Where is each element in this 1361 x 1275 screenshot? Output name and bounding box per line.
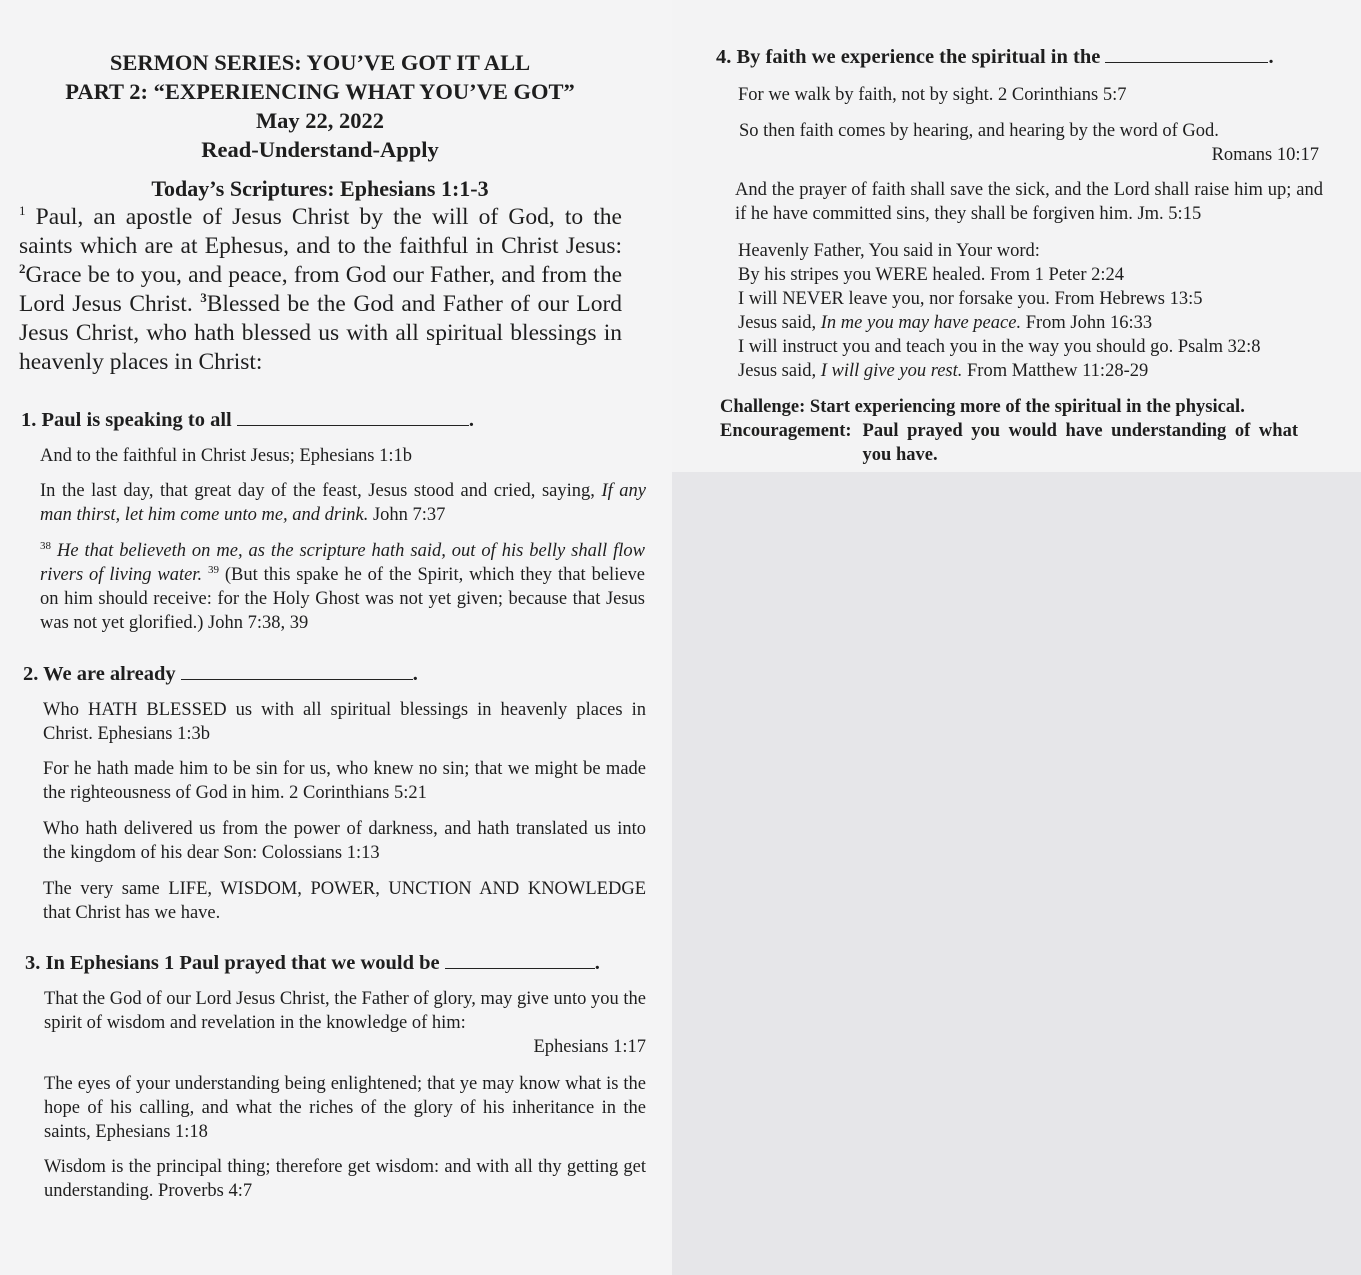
point-1-verse-3 — [40, 539, 645, 635]
challenge-line: Challenge: Start experiencing more of the spiritual in the physical. — [720, 397, 1245, 417]
closing-block — [720, 395, 1298, 467]
fill-in-blank — [237, 407, 469, 426]
verse-reference: John 7:37 — [372, 505, 446, 525]
point-2-label: 2. We are already — [23, 663, 176, 685]
scripture-passage — [19, 203, 622, 377]
verse-number: 38 — [40, 540, 51, 552]
verse-3: Blessed be the God and Father of our Lord Jesus Christ, who hath blessed us with all spiritual blessings in heavenly places in Christ: — [19, 291, 623, 375]
point-3-label: 3. In Ephesians 1 Paul prayed that we would be — [25, 952, 440, 974]
verse-text: So then faith comes by hearing, and hearing by the word of God. — [739, 121, 1219, 141]
prayer-quote: In me you may have peace. — [820, 313, 1022, 333]
prayer-line: By his stripes you WERE healed. From 1 Peter 2:24 — [738, 265, 1125, 285]
verse-reference: Romans 10:17 — [1211, 145, 1319, 165]
prayer-text: Jesus said, — [738, 361, 817, 381]
verse-2: Grace be to you, and peace, from God our Father, and from the Lord Jesus Christ. — [19, 262, 622, 317]
verse-text: In the last day, that great day of the feast, Jesus stood and cried, saying, — [40, 481, 595, 501]
prayer-quote: I will give you rest. — [820, 361, 963, 381]
verse-1: Paul, an apostle of Jesus Christ by the will of God, to the saints which are at Ephesus, and to the faithful in Christ Jesus: — [19, 204, 622, 259]
encouragement-label: Encouragement: — [720, 421, 852, 441]
point-2-verse-4: The very same LIFE, WISDOM, POWER, UNCTION AND KNOWLEDGE that Christ has we have. — [43, 879, 646, 923]
prayer-block — [738, 239, 1338, 383]
verse-reference: Ephesians 1:17 — [533, 1037, 646, 1057]
prayer-intro: Heavenly Father, You said in Your word: — [738, 241, 1040, 261]
point-3-verse-1 — [44, 987, 646, 1059]
point-4-heading: 4. By faith we experience the spiritual in the . — [716, 46, 1274, 68]
prayer-text: Jesus said, — [738, 313, 817, 333]
tagline: Read-Understand-Apply — [201, 137, 439, 162]
point-2-verse-2: For he hath made him to be sin for us, who knew no sin; that we might be made the righteousness of God in him. 2 Corinthians 5:21 — [43, 759, 646, 803]
verse-text: (But this spake he of the Spirit, which they that believe on him should receive: for the Holy Ghost was not yet given; because that Jesus was not yet glorified.) John 7:38, 39 — [40, 565, 646, 633]
prayer-line: I will instruct you and teach you in the way you should go. Psalm 32:8 — [738, 337, 1261, 357]
prayer-reference: From John 16:33 — [1025, 313, 1153, 333]
series-title: SERMON SERIES: YOU’VE GOT IT ALL — [109, 50, 531, 75]
prayer-reference: From Matthew 11:28-29 — [967, 361, 1149, 381]
point-2-verse-3: Who hath delivered us from the power of darkness, and hath translated us into the kingdom of his dear Son: Colossians 1:13 — [43, 819, 646, 863]
point-4-verse-3: And the prayer of faith shall save the sick, and the Lord shall raise him up; and if he have committed sins, they shall be forgiven him. Jm. 5:15 — [735, 180, 1323, 224]
verse-quote: He that believeth on me, as the scripture hath said, out of his belly shall flow rivers of living water. — [40, 541, 645, 585]
point-1-label: 1. Paul is speaking to all — [21, 409, 232, 431]
point-4-verse-1: For we walk by faith, not by sight. 2 Corinthians 5:7 — [738, 85, 1127, 105]
sermon-header — [0, 48, 640, 164]
prayer-line — [738, 311, 1338, 335]
point-3-verse-2: The eyes of your understanding being enlightened; that ye may know what is the hope of his calling, and what the riches of the glory of his inheritance in the saints, Ephesians 1:18 — [44, 1074, 646, 1142]
point-2-heading: 2. We are already . — [23, 663, 418, 685]
point-2-verse-1: Who HATH BLESSED us with all spiritual blessings in heavenly places in Christ. Ephesians 1:3b — [43, 700, 646, 744]
encouragement-text: Paul prayed you would have understanding of what you have. — [862, 421, 1298, 465]
prayer-line — [738, 359, 1338, 383]
verse-number: 39 — [207, 564, 219, 576]
prayer-line: I will NEVER leave you, nor forsake you. From Hebrews 13:5 — [738, 289, 1203, 309]
verse-number: 2 — [19, 261, 26, 276]
verse-quote: If any man thirst, let him come unto me, and drink. — [40, 481, 646, 525]
point-3-heading: 3. In Ephesians 1 Paul prayed that we would be . — [25, 952, 600, 974]
verse-number: 1 — [19, 203, 26, 218]
verse-text: That the God of our Lord Jesus Christ, the Father of glory, may give unto you the spirit of wisdom and revelation in the knowledge of him: — [44, 989, 646, 1033]
part-title: PART 2: “EXPERIENCING WHAT YOU’VE GOT” — [65, 79, 575, 104]
encouragement-line — [720, 419, 1298, 467]
fill-in-blank — [445, 950, 595, 969]
point-4-label: 4. By faith we experience the spiritual in the — [716, 46, 1101, 68]
point-1-heading: 1. Paul is speaking to all . — [21, 409, 474, 431]
fill-in-blank — [1105, 44, 1268, 63]
point-1-verse-1: And to the faithful in Christ Jesus; Ephesians 1:1b — [40, 446, 413, 466]
point-3-verse-3: Wisdom is the principal thing; therefore get wisdom: and with all thy getting get understanding. Proverbs 4:7 — [44, 1157, 646, 1201]
sermon-date: May 22, 2022 — [255, 108, 385, 133]
fill-in-blank — [181, 661, 413, 680]
point-1-verse-2 — [40, 479, 646, 527]
verse-number: 3 — [200, 290, 207, 305]
point-4-verse-2 — [739, 119, 1319, 167]
scripture-heading: Today’s Scriptures: Ephesians 1:1-3 — [151, 176, 489, 201]
